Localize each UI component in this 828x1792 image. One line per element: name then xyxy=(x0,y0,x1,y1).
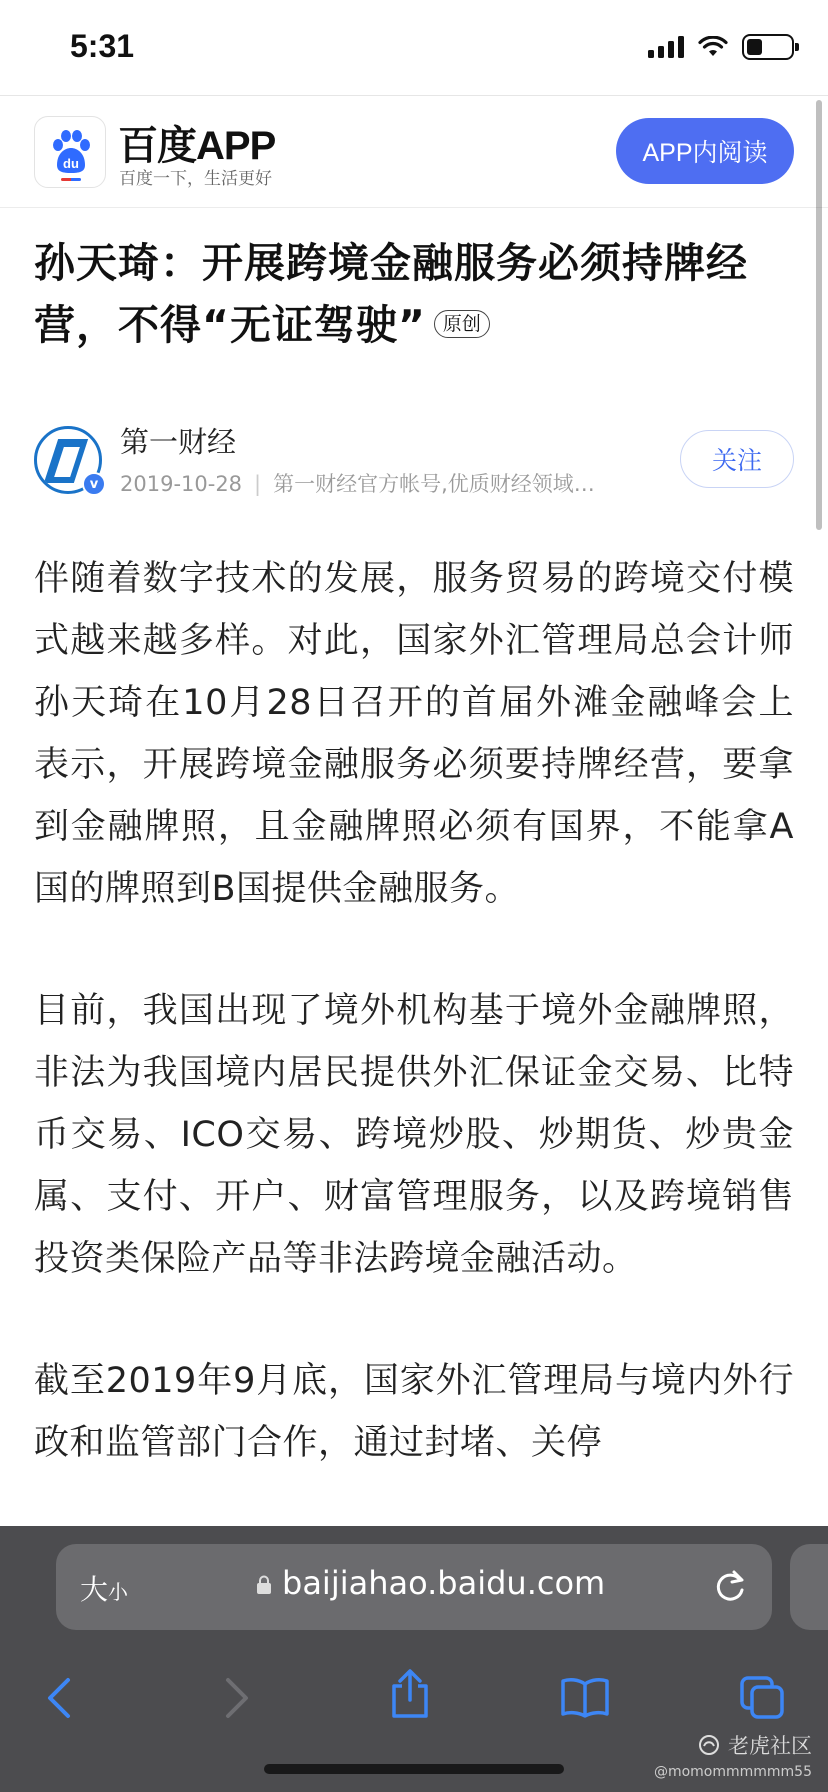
lock-icon xyxy=(256,1575,272,1595)
url-display[interactable] xyxy=(256,1564,605,1602)
baidu-logo-icon xyxy=(34,116,106,188)
paragraph: 伴随着数字技术的发展，服务贸易的跨境交付模式越来越多样。对此，国家外汇管理局总会计师孙天琦在10月28日召开的首届外滩金融峰会上表示，开展跨境金融服务必须要持牌经营，要拿到金融牌照，且金融牌照必须有国界，不能拿A国的牌照到B国提供金融服务。 xyxy=(34,559,794,909)
tiger-logo-icon xyxy=(698,1734,720,1756)
bookmarks-icon[interactable] xyxy=(560,1676,610,1718)
battery-icon xyxy=(742,34,794,60)
next-tab-peek[interactable] xyxy=(790,1544,828,1630)
watermark xyxy=(654,1730,812,1780)
back-icon[interactable] xyxy=(44,1676,74,1720)
tabs-icon[interactable] xyxy=(738,1674,786,1720)
author-description: 第一财经官方帐号,优质财经领域… xyxy=(273,472,595,496)
paragraph: 截至2019年9月底，国家外汇管理局与境内外行政和监管部门合作，通过封堵、关停 xyxy=(34,1361,794,1463)
brand-tagline: 百度一下，生活更好 xyxy=(119,169,272,189)
app-banner xyxy=(0,96,828,208)
page-scrollbar[interactable] xyxy=(816,100,822,530)
address-bar[interactable] xyxy=(56,1544,772,1630)
author-name[interactable]: 第一财经 xyxy=(120,425,237,459)
status-bar xyxy=(0,0,828,96)
publish-date: 2019-10-28 xyxy=(120,472,243,496)
article-title xyxy=(34,232,794,356)
paragraph: 目前，我国出现了境外机构基于境外金融牌照，非法为我国境内居民提供外汇保证金交易、比特币交易、ICO交易、跨境炒股、炒期货、炒贵金属、支付、开户、财富管理服务，以及跨境销售投资类保险产品等非法跨境金融活动。 xyxy=(34,991,794,1279)
cellular-signal-icon xyxy=(648,36,684,58)
wifi-icon xyxy=(698,36,728,58)
watermark-brand: 老虎社区 xyxy=(728,1734,812,1758)
reload-icon[interactable] xyxy=(712,1566,748,1606)
text-size-big: 大 xyxy=(80,1573,109,1606)
meta-divider: | xyxy=(254,472,262,496)
browser-toolbar xyxy=(0,1526,828,1792)
original-badge: 原创 xyxy=(434,310,490,338)
brand-name: 百度APP xyxy=(118,124,276,168)
forward-icon[interactable] xyxy=(222,1676,252,1720)
follow-button[interactable]: 关注 xyxy=(680,430,794,488)
share-icon[interactable] xyxy=(388,1668,432,1720)
article-title-text: 孙天琦：开展跨境金融服务必须持牌经营，不得“无证驾驶” xyxy=(34,239,748,349)
author-meta xyxy=(120,468,680,498)
svg-text:du: du xyxy=(63,156,79,171)
author-row xyxy=(34,420,794,500)
text-size-button[interactable] xyxy=(80,1568,128,1608)
url-text: baijiahao.baidu.com xyxy=(282,1564,606,1602)
watermark-user: @momommmmmm55 xyxy=(653,1764,812,1780)
text-size-small: 小 xyxy=(108,1580,129,1604)
status-icons xyxy=(648,34,794,60)
open-in-app-button[interactable]: APP内阅读 xyxy=(616,118,794,184)
home-indicator[interactable] xyxy=(264,1764,564,1774)
article-body xyxy=(34,548,794,1534)
status-time: 5:31 xyxy=(70,28,135,64)
verified-icon: v xyxy=(82,472,106,496)
